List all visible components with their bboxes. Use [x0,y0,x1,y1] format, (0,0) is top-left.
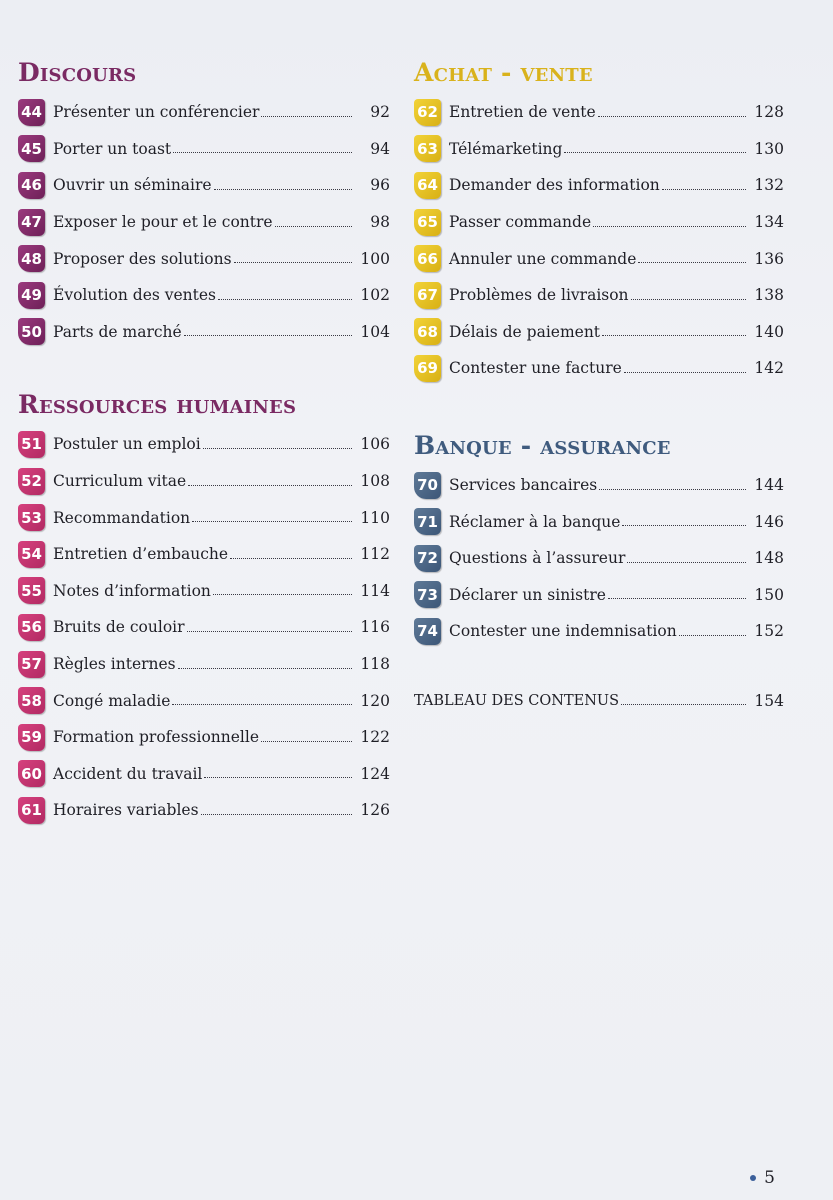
chapter-number-badge: 46 [18,172,45,199]
chapter-page-number: 106 [360,435,390,454]
chapter-number-badge: 45 [18,135,45,162]
chapter-page-number: 122 [360,728,390,747]
chapter-title: Contester une facture [449,359,622,378]
toc-entry [414,167,784,204]
page-footer [750,1168,775,1188]
leader-dots [608,598,746,599]
toc-entry [18,240,390,277]
chapter-page-number: 112 [360,545,390,564]
section-title-ressources-humaines: Ressources humaines [18,390,297,420]
chapter-page-number: 144 [754,476,784,495]
chapter-page-number: 138 [754,286,784,305]
chapter-title: Déclarer un sinistre [449,585,606,604]
leader-dots [187,631,352,632]
chapter-title: Curriculum vitae [53,472,187,491]
toc-entry [18,499,390,536]
chapter-title: Ouvrir un séminaire [53,176,212,195]
chapter-page-number: 140 [754,322,784,341]
toc-entry [414,503,784,540]
leader-dots [627,562,746,563]
chapter-number-badge: 65 [414,209,441,236]
entries-discours [18,94,390,350]
chapter-page-number: 150 [754,585,784,604]
chapter-title: Proposer des solutions [53,249,232,268]
section-banque-assurance [414,431,784,650]
bullet-icon [750,1175,756,1181]
toc-entry [414,204,784,241]
chapter-number-badge: 58 [18,687,45,714]
chapter-number-badge: 48 [18,245,45,272]
chapter-page-number: 130 [754,139,784,158]
chapter-page-number: 126 [360,801,390,820]
toc-entry [18,682,390,719]
toc-entry [18,131,390,168]
tableau-label: TABLEAU DES CONTENUS [414,692,620,709]
toc-entry [18,609,390,646]
leader-dots [173,152,352,153]
right-column [414,58,784,716]
toc-entry [18,536,390,573]
leader-dots [602,335,746,336]
chapter-title: Accident du travail [53,764,203,783]
toc-entry [18,426,390,463]
chapter-number-badge: 60 [18,760,45,787]
chapter-page-number: 132 [754,176,784,195]
chapter-title: Exposer le pour et le contre [53,213,273,232]
tableau-des-contenus-entry [414,686,784,716]
chapter-number-badge: 70 [414,472,441,499]
toc-entry [414,467,784,504]
leader-dots [172,704,352,705]
toc-entry [414,277,784,314]
chapter-title: Problèmes de livraison [449,286,629,305]
chapter-page-number: 96 [370,176,390,195]
toc-entry [18,646,390,683]
chapter-page-number: 100 [360,249,390,268]
leader-dots [201,814,352,815]
chapter-title: Horaires variables [53,801,199,820]
page-number: 5 [764,1168,775,1188]
chapter-title: Entretien d’embauche [53,545,229,564]
leader-dots [624,372,746,373]
chapter-page-number: 110 [360,508,390,527]
chapter-title: Postuler un emploi [53,435,201,454]
chapter-title: Entretien de vente [449,103,596,122]
chapter-number-badge: 68 [414,318,441,345]
chapter-number-badge: 55 [18,577,45,604]
chapter-page-number: 98 [370,213,390,232]
leader-dots [622,525,746,526]
leader-dots [234,262,352,263]
chapter-page-number: 114 [360,581,390,600]
chapter-page-number: 146 [754,512,784,531]
leader-dots [204,777,352,778]
chapter-page-number: 148 [754,549,784,568]
chapter-number-badge: 52 [18,468,45,495]
chapter-page-number: 94 [370,139,390,158]
leader-dots [261,741,352,742]
chapter-number-badge: 56 [18,614,45,641]
leader-dots [662,189,746,190]
toc-entry [18,792,390,829]
chapter-title: Annuler une commande [449,249,637,268]
toc-entry [414,94,784,131]
chapter-title: Présenter un conférencier [53,103,260,122]
chapter-title: Services bancaires [449,476,598,495]
chapter-page-number: 136 [754,249,784,268]
leader-dots [638,262,746,263]
chapter-title: Porter un toast [53,139,172,158]
chapter-page-number: 116 [360,618,390,637]
toc-entry [18,277,390,314]
chapter-title: Bruits de couloir [53,618,185,637]
toc-entry [18,463,390,500]
chapter-title: Délais de paiement [449,322,601,341]
chapter-title: Télémarketing [449,139,563,158]
chapter-number-badge: 74 [414,618,441,645]
chapter-title: Passer commande [449,213,592,232]
chapter-page-number: 134 [754,213,784,232]
chapter-number-badge: 73 [414,581,441,608]
toc-entry [414,613,784,650]
toc-entry [18,204,390,241]
toc-entry [18,94,390,131]
chapter-number-badge: 69 [414,355,441,382]
chapter-title: Parts de marché [53,322,182,341]
chapter-number-badge: 59 [18,724,45,751]
chapter-number-badge: 64 [414,172,441,199]
chapter-number-badge: 50 [18,318,45,345]
leader-dots [679,635,746,636]
entries-achat-vente [414,94,784,387]
chapter-page-number: 102 [360,286,390,305]
chapter-number-badge: 67 [414,282,441,309]
section-achat-vente [414,58,784,387]
toc-entry [414,314,784,351]
chapter-title: Contester une indemnisation [449,622,677,641]
leader-dots [631,299,746,300]
leader-dots [203,448,352,449]
entries-ressources-humaines [18,426,390,829]
chapter-number-badge: 51 [18,431,45,458]
toc-entry [18,573,390,610]
toc-entry [414,540,784,577]
chapter-page-number: 104 [360,322,390,341]
leader-dots [188,485,352,486]
section-title-banque-assurance: Banque - assurance [414,430,671,460]
toc-entry [414,240,784,277]
chapter-title: Congé maladie [53,691,171,710]
chapter-page-number: 108 [360,472,390,491]
chapter-title: Demander des information [449,176,660,195]
leader-dots [214,189,352,190]
toc-entry [18,756,390,793]
leader-dots [621,704,746,705]
leader-dots [598,116,746,117]
toc-entry [414,350,784,387]
section-discours [18,58,390,350]
toc-entry [18,719,390,756]
chapter-number-badge: 57 [18,651,45,678]
toc-entry [18,167,390,204]
chapter-number-badge: 62 [414,99,441,126]
chapter-title: Formation professionnelle [53,728,260,747]
chapter-number-badge: 47 [18,209,45,236]
chapter-title: Réclamer à la banque [449,512,621,531]
chapter-page-number: 124 [360,764,390,783]
chapter-page-number: 118 [360,655,390,674]
leader-dots [593,226,746,227]
chapter-number-badge: 44 [18,99,45,126]
chapter-title: Règles internes [53,655,176,674]
chapter-title: Notes d’information [53,581,211,600]
toc-entry [414,577,784,614]
section-ressources-humaines [18,390,390,829]
section-title-achat-vente: Achat - vente [414,58,593,87]
toc-entry [18,314,390,351]
leader-dots [275,226,352,227]
chapter-page-number: 142 [754,359,784,378]
chapter-page-number: 128 [754,103,784,122]
toc-entry [414,131,784,168]
leader-dots [192,521,352,522]
chapter-title: Recommandation [53,508,191,527]
chapter-number-badge: 63 [414,135,441,162]
leader-dots [261,116,352,117]
chapter-number-badge: 61 [18,797,45,824]
left-column [18,58,390,829]
chapter-number-badge: 54 [18,541,45,568]
chapter-number-badge: 72 [414,545,441,572]
leader-dots [184,335,352,336]
leader-dots [178,668,352,669]
chapter-number-badge: 71 [414,508,441,535]
section-title-discours: Discours [18,58,137,87]
leader-dots [218,299,352,300]
chapter-title: Évolution des ventes [53,286,217,305]
chapter-number-badge: 66 [414,245,441,272]
chapter-number-badge: 53 [18,504,45,531]
chapter-title: Questions à l’assureur [449,549,626,568]
leader-dots [564,152,746,153]
chapter-page-number: 92 [370,103,390,122]
leader-dots [230,558,352,559]
chapter-page-number: 120 [360,691,390,710]
chapter-number-badge: 49 [18,282,45,309]
tableau-page-number: 154 [754,691,784,710]
leader-dots [213,594,352,595]
chapter-page-number: 152 [754,622,784,641]
entries-banque-assurance [414,467,784,650]
leader-dots [599,489,746,490]
